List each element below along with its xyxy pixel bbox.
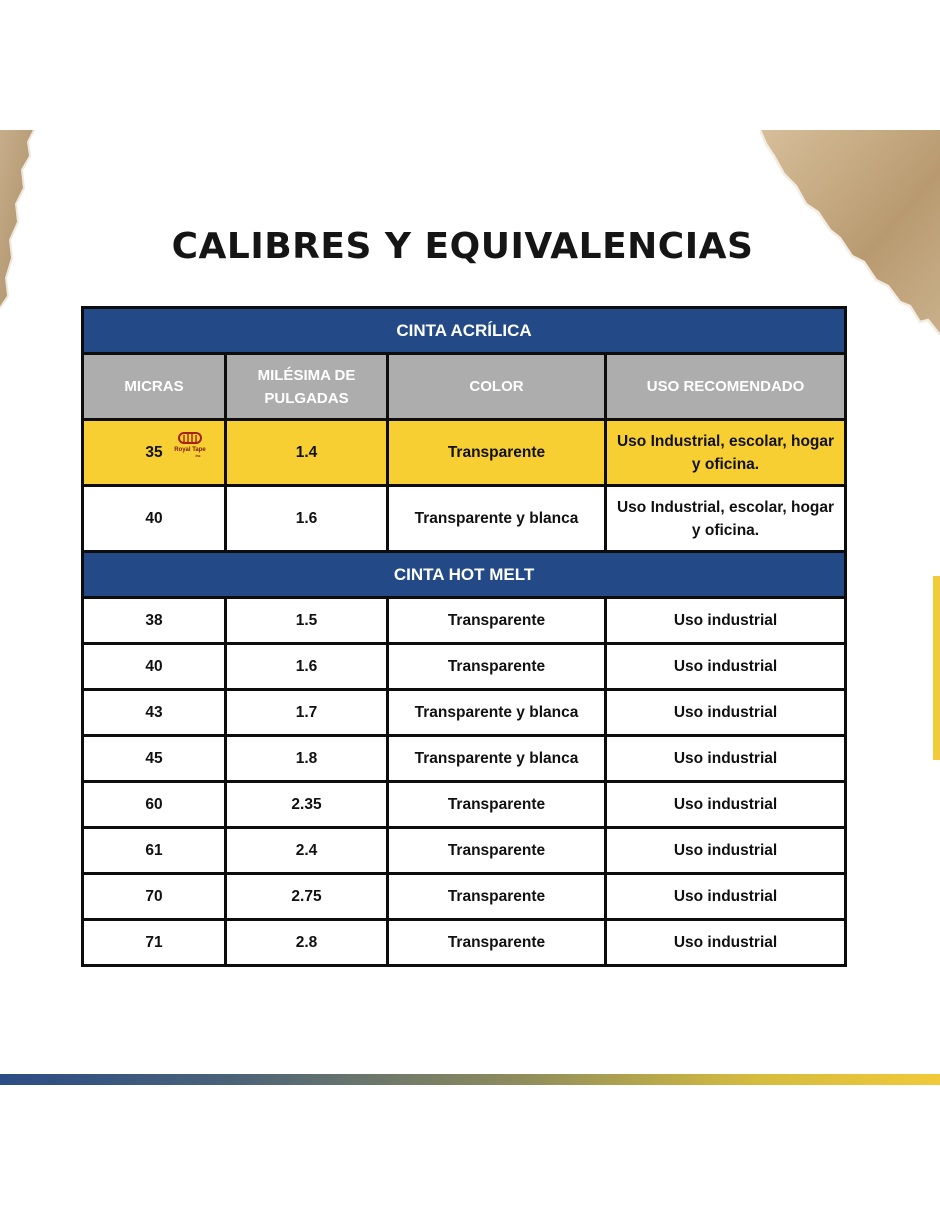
hotmelt-row	[83, 920, 846, 966]
hotmelt-section-title: CINTA HOT MELT	[83, 552, 846, 598]
side-accent-bar	[933, 576, 940, 760]
color-cell: Transparente y blanca	[388, 736, 606, 782]
milesima-cell: 2.8	[226, 920, 388, 966]
uso-cell: Uso industrial	[606, 736, 846, 782]
acrylic-section-row	[83, 308, 846, 354]
uso-cell: Uso Industrial, escolar, hogar y oficina.	[606, 420, 846, 486]
hotmelt-row	[83, 782, 846, 828]
micras-cell: 61	[83, 828, 226, 874]
milesima-cell: 2.75	[226, 874, 388, 920]
color-cell: Transparente	[388, 598, 606, 644]
milesima-cell: 1.6	[226, 486, 388, 552]
royal-tape-logo	[170, 431, 210, 459]
micras-cell: 70	[83, 874, 226, 920]
header-milesima: MILÉSIMA DE PULGADAS	[226, 354, 388, 420]
milesima-cell: 1.5	[226, 598, 388, 644]
header-uso: USO RECOMENDADO	[606, 354, 846, 420]
color-cell: Transparente y blanca	[388, 486, 606, 552]
color-cell: Transparente	[388, 828, 606, 874]
color-cell: Transparente	[388, 644, 606, 690]
hotmelt-section-row	[83, 552, 846, 598]
micras-cell: 40	[83, 644, 226, 690]
uso-cell: Uso industrial	[606, 690, 846, 736]
acrylic-section-title: CINTA ACRÍLICA	[83, 308, 846, 354]
milesima-cell: 1.6	[226, 644, 388, 690]
milesima-cell: 2.35	[226, 782, 388, 828]
torn-paper-left-decoration	[0, 130, 40, 310]
color-cell: Transparente y blanca	[388, 690, 606, 736]
hotmelt-row	[83, 690, 846, 736]
milesima-cell: 1.4	[226, 420, 388, 486]
milesima-cell: 1.7	[226, 690, 388, 736]
uso-cell: Uso industrial	[606, 598, 846, 644]
hotmelt-row	[83, 736, 846, 782]
uso-cell: Uso industrial	[606, 874, 846, 920]
hotmelt-row	[83, 598, 846, 644]
header-micras: MICRAS	[83, 354, 226, 420]
hotmelt-row	[83, 828, 846, 874]
specs-table	[81, 306, 847, 967]
color-cell: Transparente	[388, 420, 606, 486]
uso-cell: Uso industrial	[606, 782, 846, 828]
color-cell: Transparente	[388, 874, 606, 920]
micras-cell: 45	[83, 736, 226, 782]
acrylic-row-highlighted	[83, 420, 846, 486]
micras-value: 35	[145, 444, 163, 461]
milesima-cell: 1.8	[226, 736, 388, 782]
micras-cell: 43	[83, 690, 226, 736]
header-color: COLOR	[388, 354, 606, 420]
svg-text:inc: inc	[195, 454, 201, 458]
uso-cell: Uso industrial	[606, 644, 846, 690]
micras-cell: 38	[83, 598, 226, 644]
micras-cell: 40	[83, 486, 226, 552]
micras-cell: 71	[83, 920, 226, 966]
hotmelt-row	[83, 644, 846, 690]
micras-cell: 60	[83, 782, 226, 828]
milesima-cell: 2.4	[226, 828, 388, 874]
column-header-row	[83, 354, 846, 420]
uso-cell: Uso industrial	[606, 828, 846, 874]
bottom-gradient-bar	[0, 1074, 940, 1085]
uso-cell: Uso industrial	[606, 920, 846, 966]
acrylic-row	[83, 486, 846, 552]
page-title: CALIBRES Y EQUIVALENCIAS	[171, 226, 754, 267]
color-cell: Transparente	[388, 782, 606, 828]
hotmelt-row	[83, 874, 846, 920]
uso-cell: Uso Industrial, escolar, hogar y oficina.	[606, 486, 846, 552]
color-cell: Transparente	[388, 920, 606, 966]
micras-cell	[83, 420, 226, 486]
svg-text:Royal Tape: Royal Tape	[174, 447, 206, 453]
